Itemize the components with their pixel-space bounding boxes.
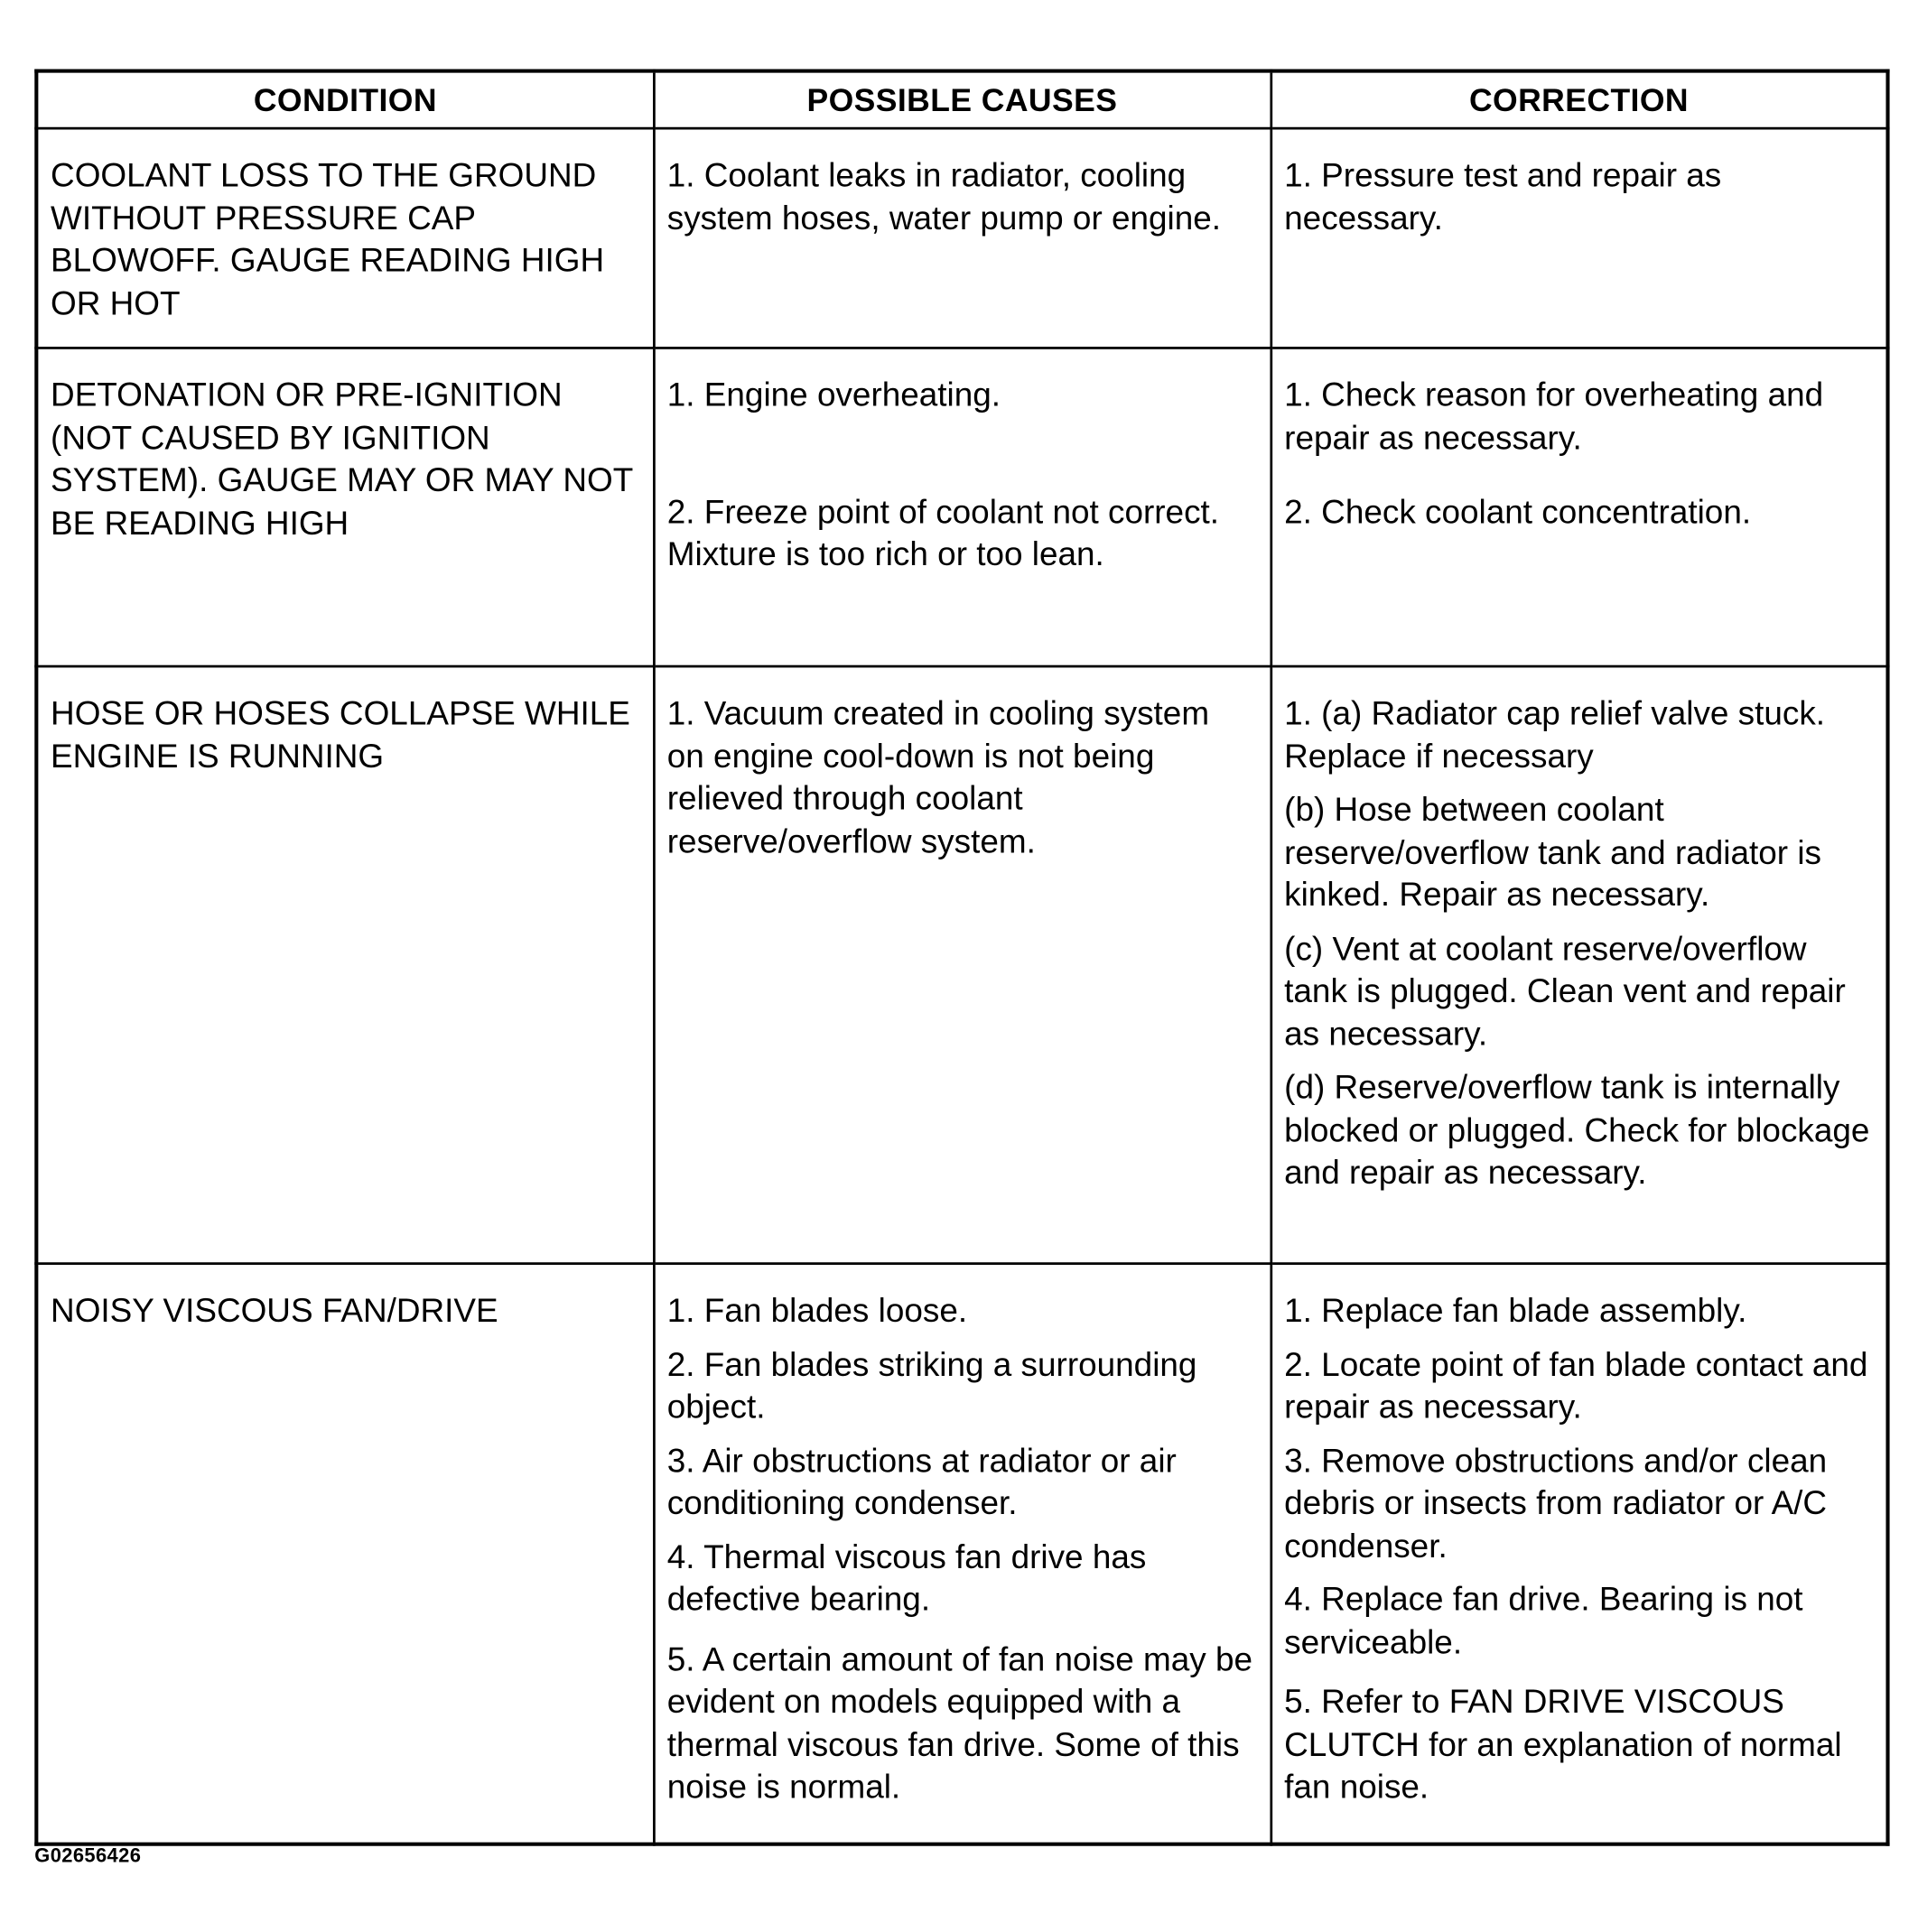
diagnosis-table (34, 70, 1889, 1846)
corrections-cell (1271, 1264, 1887, 1844)
correction-item: 2. Locate point of fan blade contact and repair as necessary. (1284, 1345, 1868, 1426)
cause-item: 2. Fan blades striking a surrounding object. (666, 1345, 1197, 1426)
condition-cell: HOSE OR HOSES COLLAPSE WHILE ENGINE IS RUNNING (36, 666, 653, 1264)
correction-item: 1. Pressure test and repair as necessary. (1284, 156, 1722, 237)
correction-item: 2. Check coolant concentration. (1284, 493, 1752, 531)
header-correction: CORRECTION (1271, 71, 1887, 129)
cause-item: 1. Engine overheating. (666, 376, 1001, 413)
table-row (36, 128, 1887, 348)
correction-item: 4. Replace fan drive. Bearing is not serviceable. (1284, 1580, 1803, 1661)
cause-item: 1. Fan blades loose. (666, 1292, 968, 1330)
causes-cell (654, 666, 1271, 1264)
cause-item: 5. A certain amount of fan noise may be evident on models equipped with a thermal viscous fan drive. Some of this noise is normal. (666, 1640, 1253, 1806)
cause-item: 1. Coolant leaks in radiator, cooling system hoses, water pump or engine. (666, 156, 1222, 237)
correction-item: (b) Hose between coolant reserve/overflow tank and radiator is kinked. Repair as necessary. (1284, 791, 1822, 914)
correction-item: 5. Refer to FAN DRIVE VISCOUS CLUTCH for an explanation of normal fan noise. (1284, 1683, 1842, 1806)
cause-item: 3. Air obstructions at radiator or air conditioning condenser. (666, 1442, 1177, 1522)
correction-item: (d) Reserve/overflow tank is internally blocked or plugged. Check for blockage and repair as necessary. (1284, 1068, 1870, 1191)
condition-cell: COOLANT LOSS TO THE GROUND WITHOUT PRESSURE CAP BLOWOFF. GAUGE READING HIGH OR HOT (36, 128, 653, 348)
header-condition: CONDITION (36, 71, 653, 129)
causes-cell (654, 348, 1271, 666)
header-possible-causes: POSSIBLE CAUSES (654, 71, 1271, 129)
correction-item: 1. Replace fan blade assembly. (1284, 1292, 1747, 1330)
cause-item: 2. Freeze point of coolant not correct. Mixture is too rich or too lean. (666, 493, 1220, 573)
corrections-cell (1271, 666, 1887, 1264)
figure-id: G02656426 (34, 1845, 142, 1867)
table-header-row (36, 71, 1887, 129)
correction-item: 1. (a) Radiator cap relief valve stuck. Replace if necessary (1284, 694, 1826, 775)
table-row (36, 348, 1887, 666)
table-row (36, 666, 1887, 1264)
cause-item: 1. Vacuum created in cooling system on engine cool-down is not being relieved through coolant reserve/overflow system. (666, 694, 1210, 859)
causes-cell (654, 128, 1271, 348)
correction-item: 1. Check reason for overheating and repair as necessary. (1284, 376, 1824, 457)
table-row (36, 1264, 1887, 1844)
correction-item: 3. Remove obstructions and/or clean debris or insects from radiator or A/C condenser. (1284, 1442, 1828, 1565)
correction-item: (c) Vent at coolant reserve/overflow tank is plugged. Clean vent and repair as necessary. (1284, 929, 1846, 1053)
corrections-cell (1271, 348, 1887, 666)
causes-cell (654, 1264, 1271, 1844)
cause-item: 4. Thermal viscous fan drive has defective bearing. (666, 1537, 1147, 1618)
condition-cell: NOISY VISCOUS FAN/DRIVE (36, 1264, 653, 1844)
condition-cell: DETONATION OR PRE-IGNITION (NOT CAUSED BY IGNITION SYSTEM). GAUGE MAY OR MAY NOT BE READING HIGH (36, 348, 653, 666)
corrections-cell (1271, 128, 1887, 348)
